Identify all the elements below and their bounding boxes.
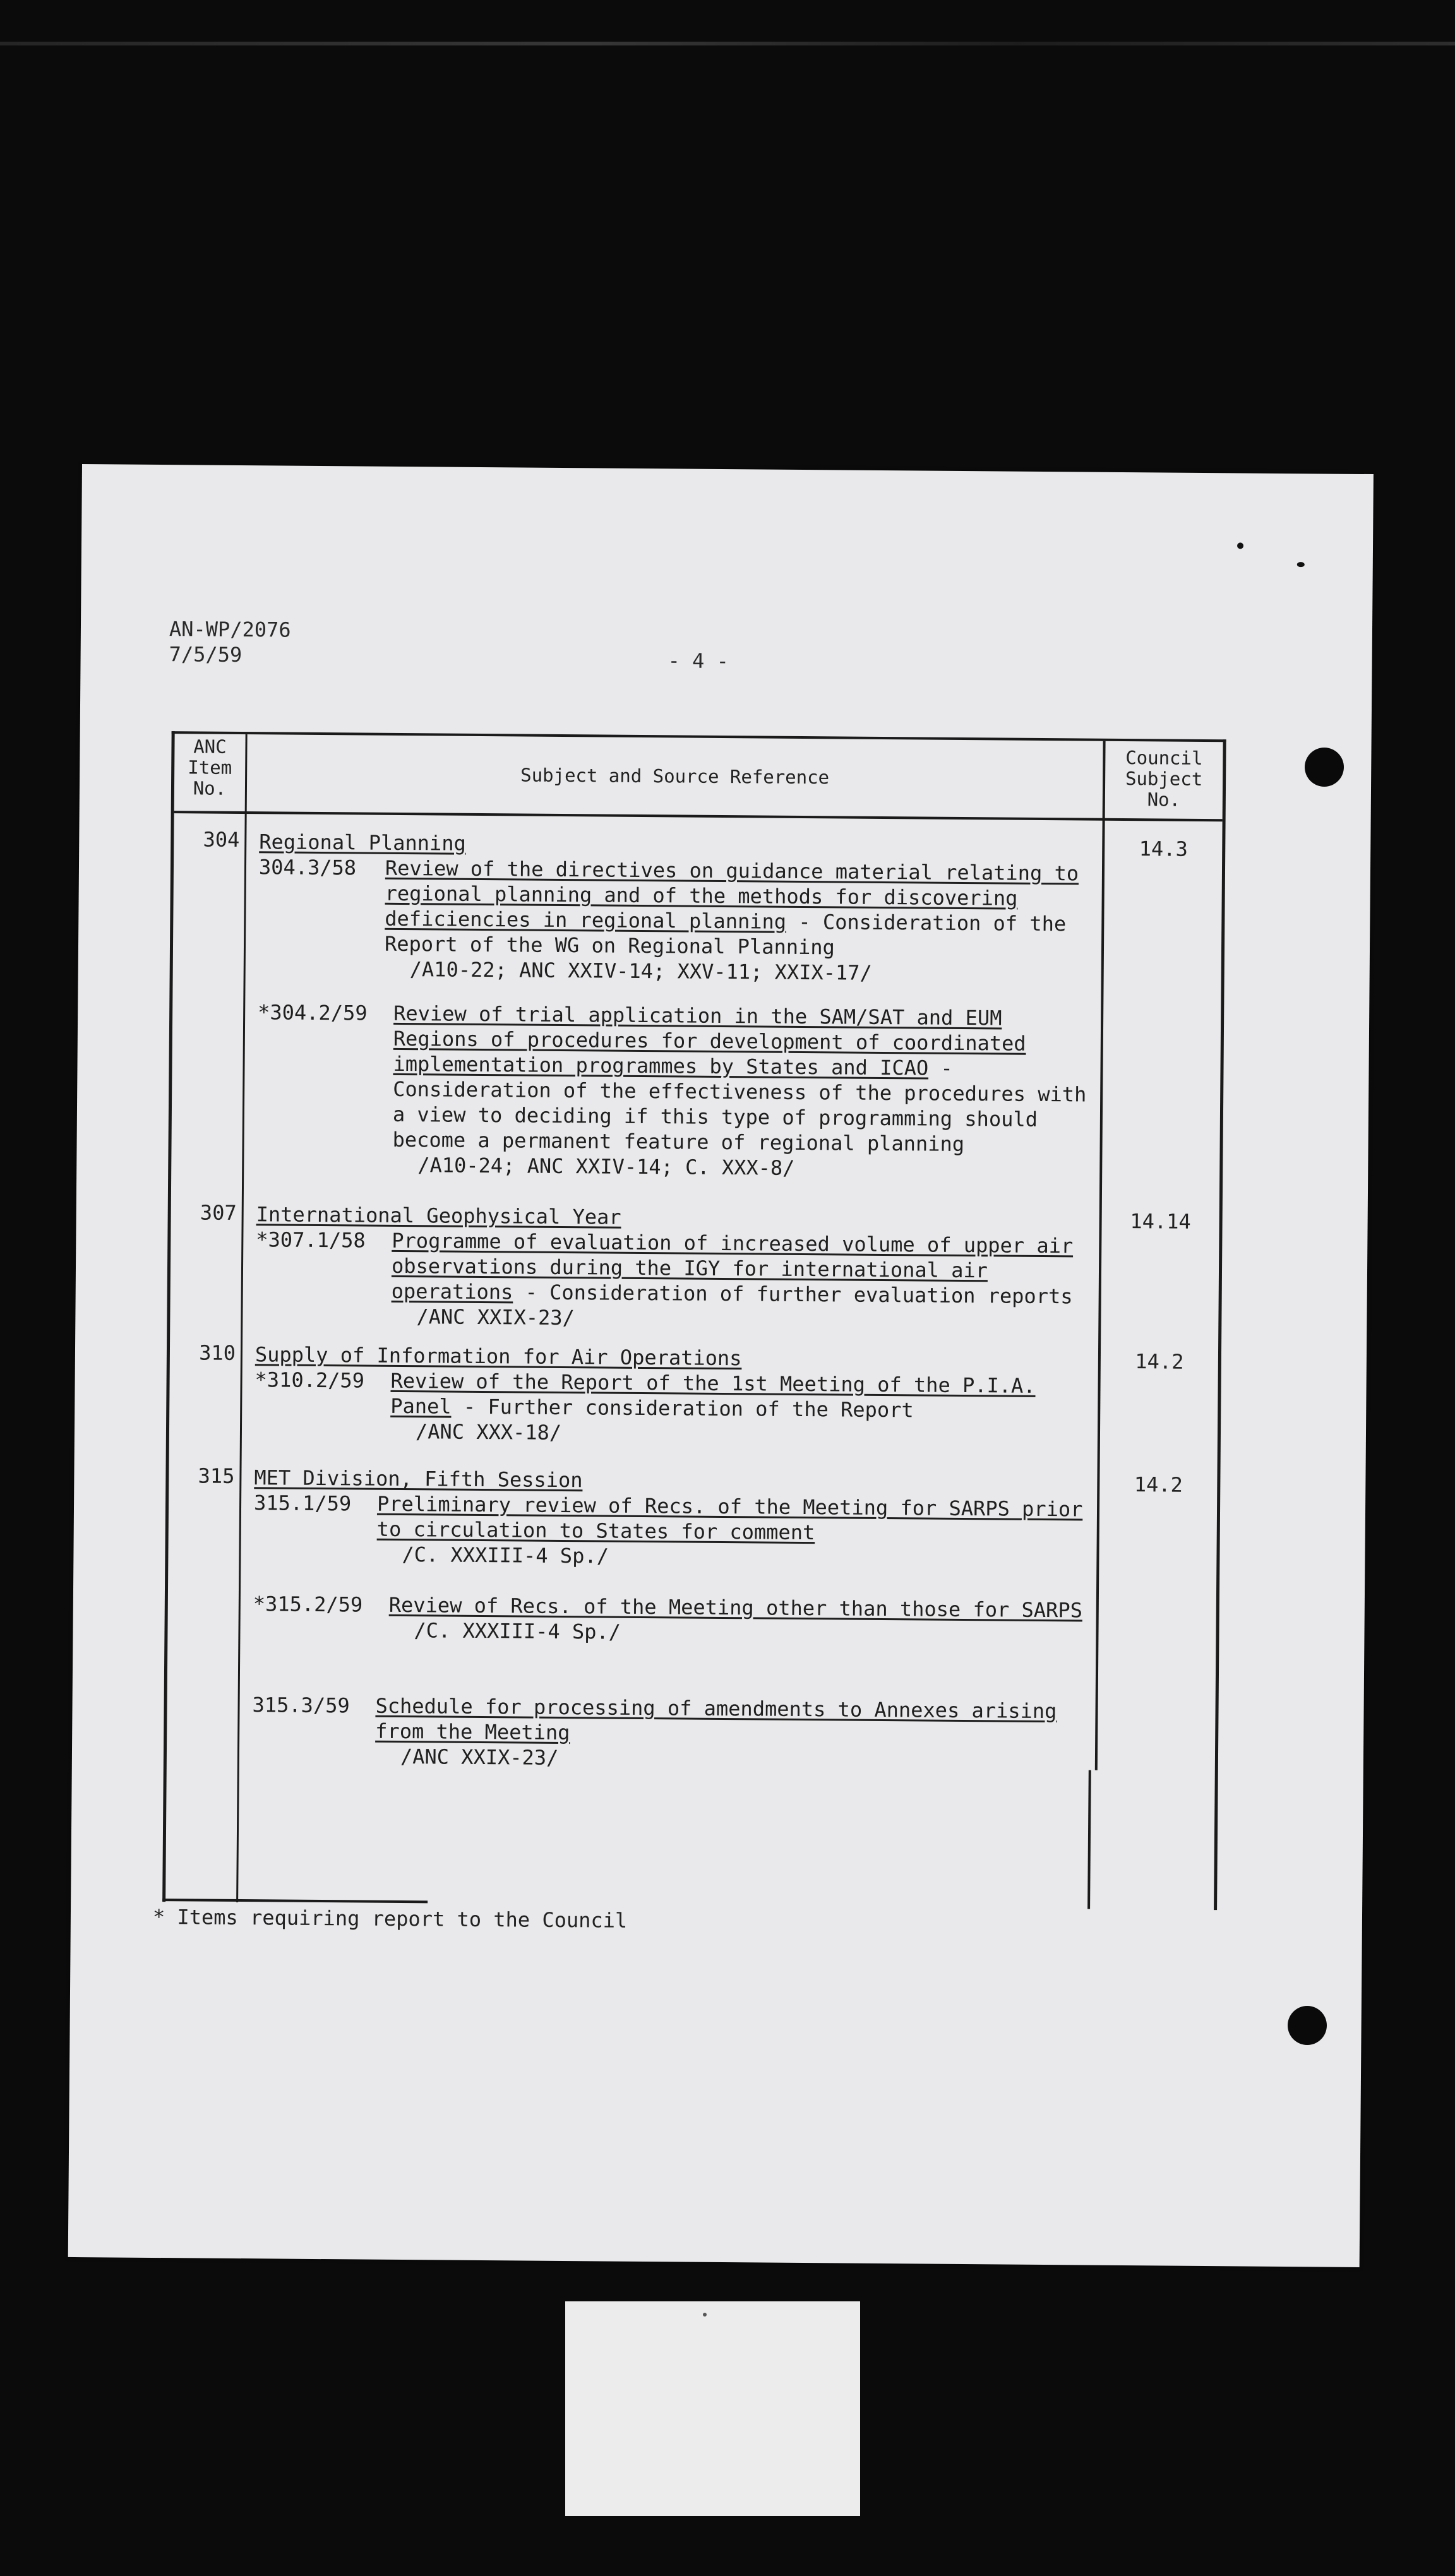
header-council-label: Council Subject No. (1125, 746, 1203, 811)
punch-hole (1305, 748, 1344, 787)
column-divider (236, 734, 248, 1902)
subitem-body (392, 1001, 1098, 1183)
subitem-description: - Consideration of the Report of the WG on Regional Planning (384, 909, 1067, 960)
punch-hole (1288, 2006, 1327, 2045)
subitem-description: - Consideration of further evaluation reports (525, 1280, 1073, 1309)
ink-speck (1297, 562, 1305, 567)
table-bottom-line (162, 1899, 428, 1903)
subitem-number: *307.1/58 (256, 1227, 366, 1253)
subitem-title: Programme of evaluation of increased volume of upper air observations during the IGY for international air operations (391, 1228, 1074, 1304)
subitem (256, 999, 1098, 1183)
row-heading: International Geophysical Year (256, 1202, 621, 1229)
subitem (253, 1490, 1094, 1578)
item-number: 315 (198, 1464, 235, 1488)
subitem-description: - Consideration of the effectiveness of the procedures with a view to deciding if this type of programming should become a permanent feature of regional planning (392, 1056, 1087, 1157)
subitem-number: 315.1/59 (253, 1491, 352, 1516)
row-heading: MET Division, Fifth Session (254, 1465, 583, 1493)
ink-speck (1237, 542, 1243, 549)
subitem-title: Review of the Report of the 1st Meeting of the P.I.A. Panel (390, 1368, 1036, 1419)
council-subject-number: 14.3 (1139, 837, 1188, 861)
subitem-title: Preliminary review of Recs. of the Meeting for SARPS prior to circulation to States for comment (376, 1491, 1083, 1545)
subitem-reference: /ANC XXIX-23/ (400, 1744, 559, 1770)
subitem-reference: /A10-24; ANC XXIV-14; C. XXX-8/ (417, 1153, 795, 1180)
subitem-body (375, 1693, 1093, 1775)
row-heading: Regional Planning (259, 830, 466, 856)
subitem-number: *304.2/59 (258, 1000, 368, 1025)
document-header (169, 616, 290, 668)
header-item-label: ANC Item No. (188, 736, 232, 799)
header-council-subject (1105, 748, 1223, 811)
subitem-body (390, 1368, 1095, 1450)
subitem-reference: /ANC XXIX-23/ (416, 1304, 575, 1330)
item-number: 307 (200, 1200, 237, 1225)
subitem-reference: /A10-22; ANC XXIV-14; XXV-11; XXIX-17/ (409, 957, 872, 985)
item-number: 310 (199, 1340, 236, 1365)
subitem (258, 854, 1099, 987)
column-divider (1087, 1770, 1091, 1909)
council-subject-number: 14.2 (1134, 1472, 1183, 1497)
subitem (254, 1367, 1095, 1455)
subitem (252, 1692, 1093, 1780)
document-reference: AN-WP/2076 (169, 617, 291, 642)
header-subject: Subject and Source Reference (520, 764, 830, 789)
subitem-title: Review of the directives on guidance material relating to regional planning and of the methods for discovering deficiencies in regional planning (385, 856, 1079, 934)
item-number: 304 (203, 827, 240, 852)
subitem-body (391, 1228, 1096, 1335)
subitem-reference: /ANC XXX-18/ (415, 1419, 562, 1445)
paper-slip (565, 2301, 860, 2516)
subitem-number: 315.3/59 (252, 1693, 350, 1718)
subitem-title: Review of Recs. of the Meeting other than those for SARPS (388, 1592, 1083, 1623)
subitem-body (376, 1491, 1094, 1573)
subitem-title: Schedule for processing of amendments to Annexes arising from the Meeting (375, 1693, 1057, 1745)
subitem-description: - Further consideration of the Report (463, 1394, 914, 1422)
page-number: - 4 - (668, 648, 729, 674)
subitem-number: 304.3/58 (258, 855, 357, 880)
header-item-no (174, 736, 246, 799)
council-subject-number: 14.2 (1135, 1349, 1184, 1374)
subitem-body (385, 856, 1099, 987)
subitem-body (388, 1592, 1093, 1649)
footnote: * Items requiring report to the Council (152, 1904, 628, 1933)
document-page (68, 464, 1374, 2267)
subitem-number: *315.2/59 (253, 1592, 363, 1617)
council-subject-number: 14.14 (1130, 1209, 1191, 1234)
row-heading: Supply of Information for Air Operations (254, 1342, 742, 1371)
agenda-table (162, 731, 1226, 1910)
subitem (255, 1227, 1096, 1334)
document-date: 7/5/59 (169, 642, 242, 667)
scan-edge-line (0, 42, 1455, 45)
header-divider (174, 811, 1223, 821)
subitem-number: *310.2/59 (254, 1368, 365, 1393)
subitem-reference: /C. XXXIII-4 Sp./ (402, 1542, 609, 1568)
subitem (253, 1591, 1093, 1679)
subitem-title: Review of trial application in the SAM/SAT and EUM Regions of procedures for development of coordinated implementation programmes by States and ICAO (393, 1001, 1026, 1080)
ink-speck (703, 2313, 707, 2317)
subitem-reference: /C. XXXIII-4 Sp./ (414, 1618, 621, 1644)
